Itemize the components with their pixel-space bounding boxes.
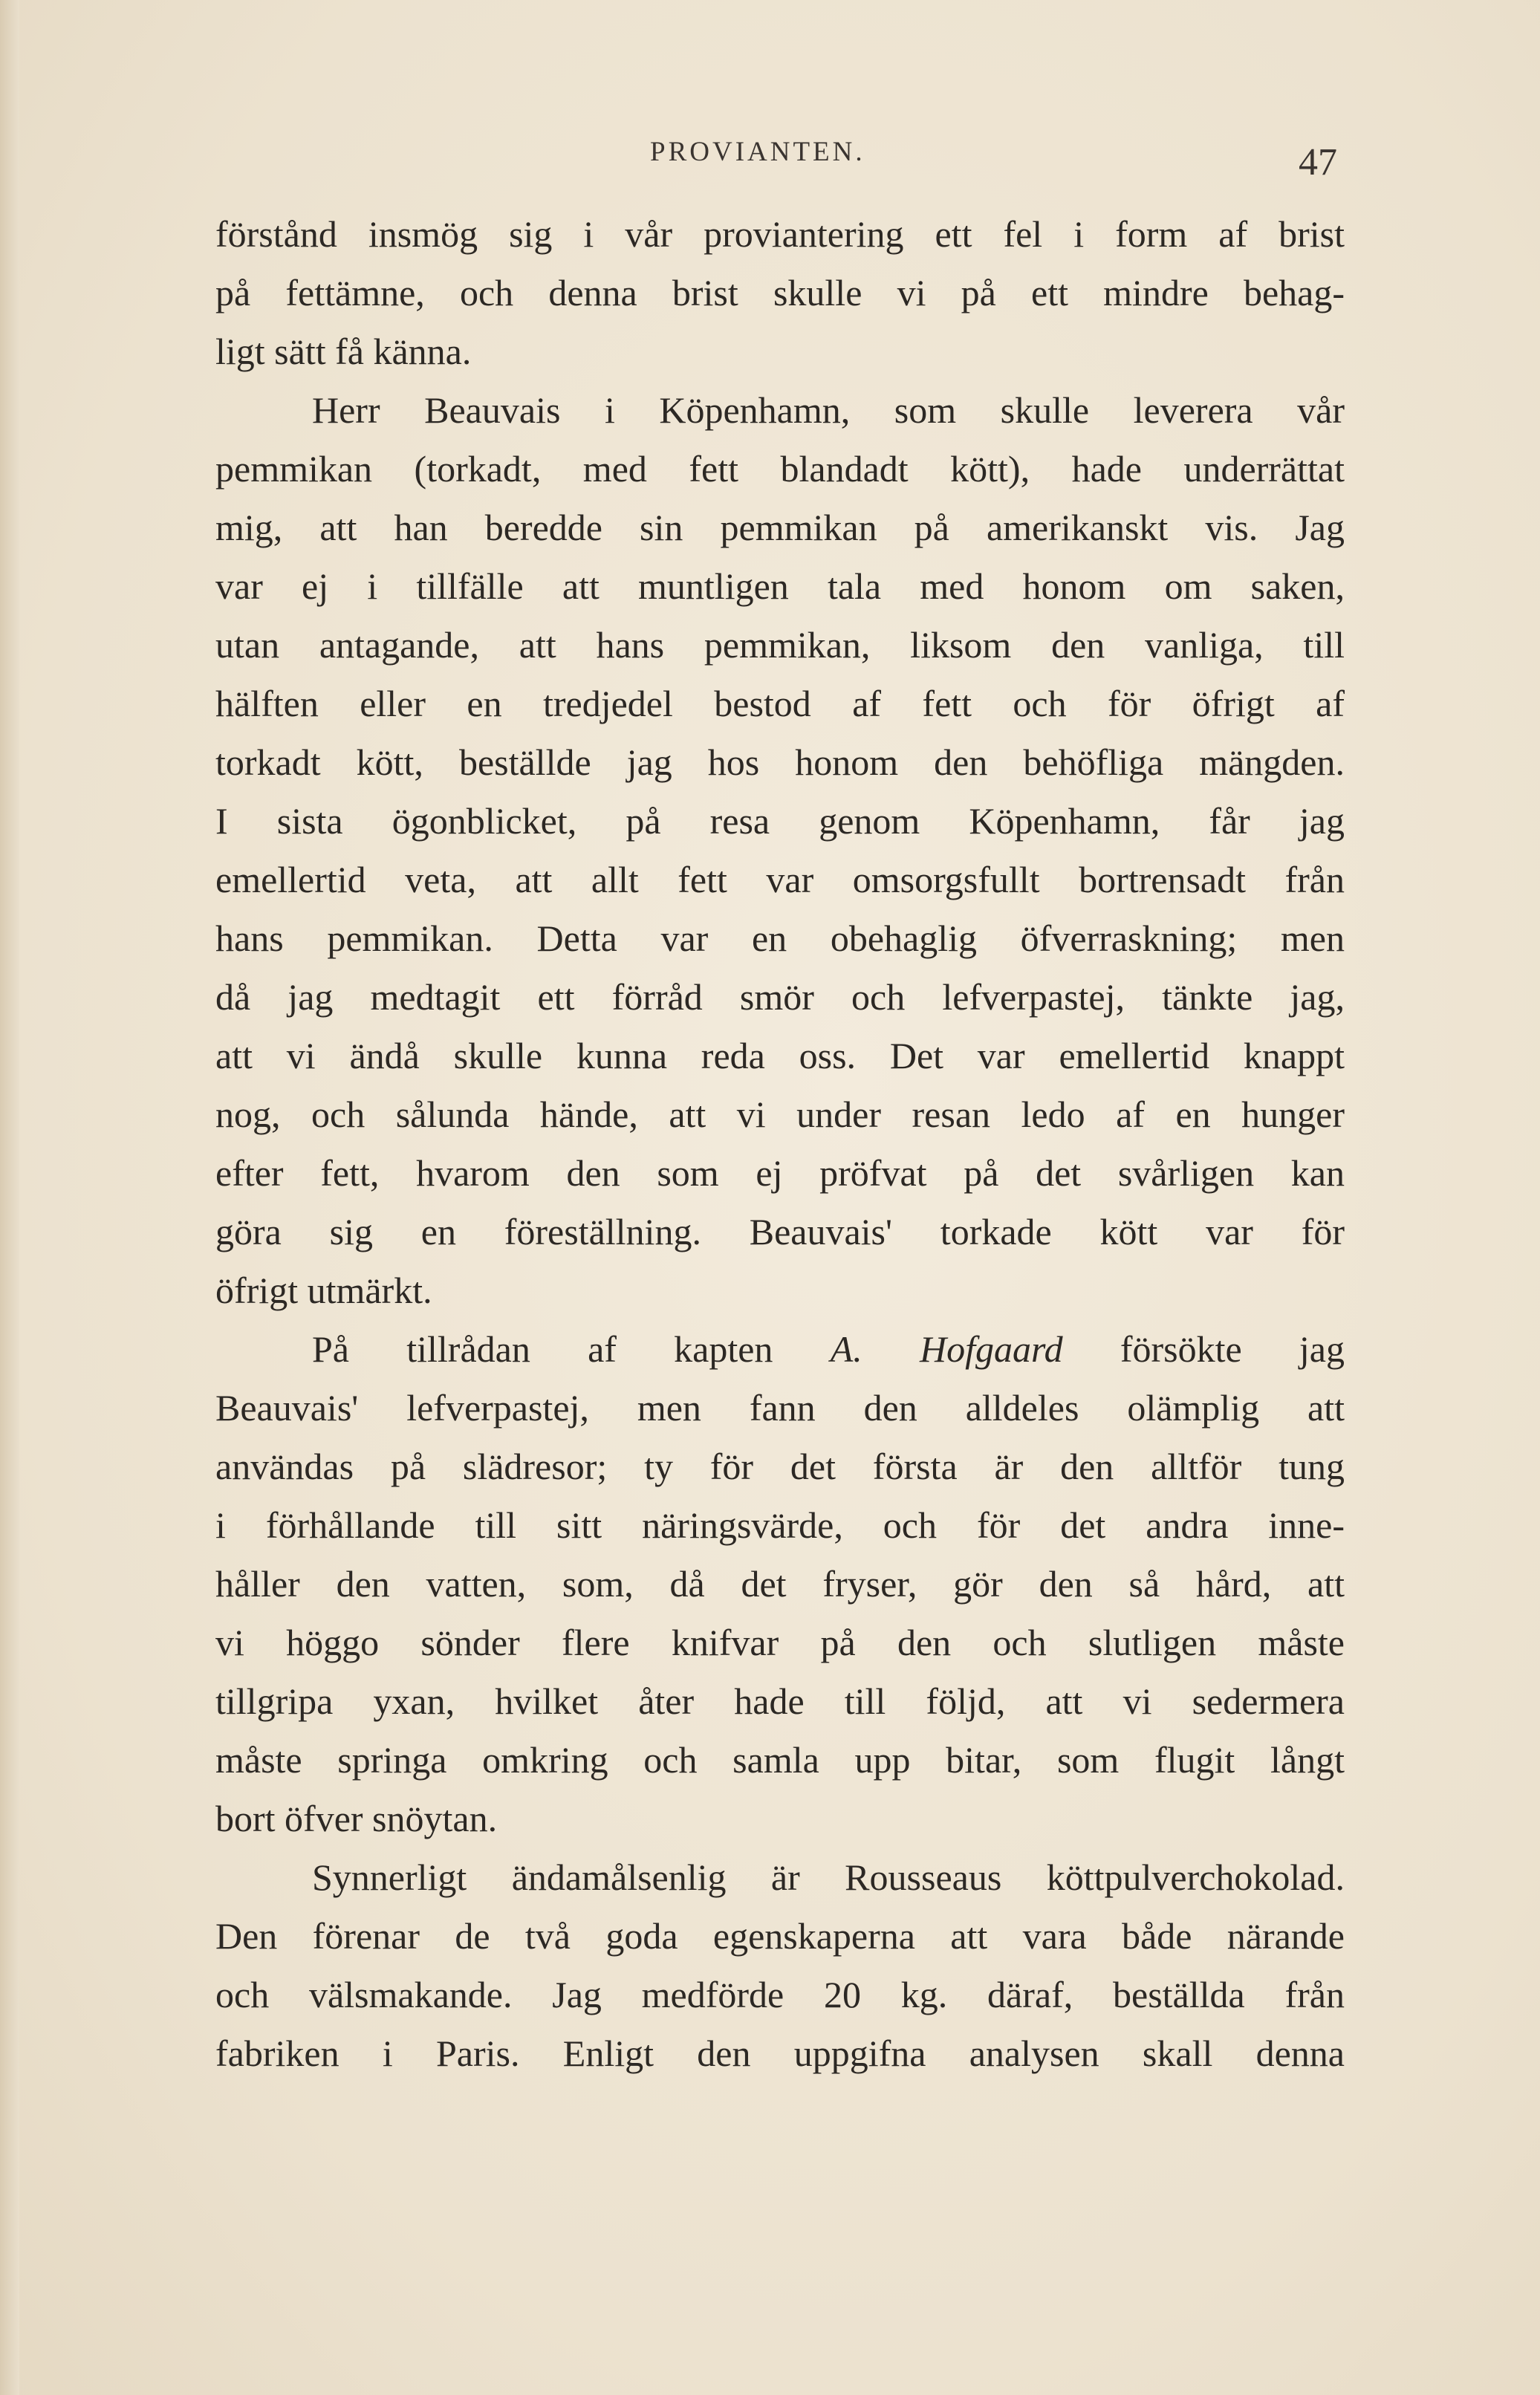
text-line: hälften eller en tredjedel bestod af fett och för öfrigt af [215,683,1345,724]
text-line: Den förenar de två goda egenskaperna att vara både närande [215,1915,1345,1957]
text-line: torkadt kött, beställde jag hos honom den behöfliga mängden. [215,741,1345,783]
text-line: efter fett, hvarom den som ej pröfvat på det svårligen kan [215,1152,1345,1194]
page-binding-edge [0,0,19,2395]
text-line: Herr Beauvais i Köpenhamn, som skulle leverera vår [312,389,1345,431]
text-line: tillgripa yxan, hvilket åter hade till följd, att vi sedermera [215,1680,1345,1722]
text-line: mig, att han beredde sin pemmikan på amerikanskt vis. Jag [215,507,1345,548]
text-line: I sista ögonblicket, på resa genom Köpenhamn, får jag [215,800,1345,842]
text-line: emellertid veta, att allt fett var omsorgsfullt bortrensadt från [215,859,1345,900]
text-line: utan antagande, att hans pemmikan, liksom den vanliga, till [215,624,1345,666]
text-segment: försökte jag [1062,1328,1345,1370]
text-line: nog, och sålunda hände, att vi under resan ledo af en hunger [215,1093,1345,1135]
text-segment: På tillrådan af kapten [312,1328,831,1370]
text-line: Beauvais' lefverpastej, men fann den alldeles olämplig att [215,1387,1345,1429]
text-line: måste springa omkring och samla upp bitar, som flugit långt [215,1739,1345,1781]
text-line: förstånd insmög sig i vår proviantering ett fel i form af brist [215,213,1345,255]
text-line: ligt sätt få känna. [215,331,472,372]
text-line: och välsmakande. Jag medförde 20 kg. däraf, beställda från [215,1974,1345,2015]
text-line: håller den vatten, som, då det fryser, gör den så hård, att [215,1563,1345,1605]
text-line: öfrigt utmärkt. [215,1270,432,1311]
text-line: göra sig en föreställning. Beauvais' torkade kött var för [215,1211,1345,1252]
text-line: fabriken i Paris. Enligt den uppgifna analysen skall denna [215,2032,1345,2074]
text-line: pemmikan (torkadt, med fett blandadt kött), hade underrättat [215,448,1345,490]
text-line: användas på slädresor; ty för det första är den alltför tung [215,1446,1345,1487]
page-header [215,136,1345,188]
text-line: var ej i tillfälle att muntligen tala med honom om saken, [215,565,1345,607]
text-line: hans pemmikan. Detta var en obehaglig öfverraskning; men [215,917,1345,959]
text-line: vi höggo sönder flere knifvar på den och slutligen måste [215,1622,1345,1663]
text-line: i förhållande till sitt näringsvärde, och för det andra inne- [215,1504,1345,1546]
person-name-italic: A. Hofgaard [830,1328,1063,1370]
running-head: PROVIANTEN. [650,137,865,167]
text-line: Synnerligt ändamålsenlig är Rousseaus köttpulverchokolad. [312,1856,1345,1898]
page-number: 47 [1299,141,1337,183]
text-line: på fettämne, och denna brist skulle vi på ett mindre behag- [215,272,1345,313]
text-line: bort öfver snöytan. [215,1798,498,1839]
text-line [215,1320,1345,1379]
body-text [215,205,1345,2083]
text-line: att vi ändå skulle kunna reda oss. Det var emellertid knappt [215,1035,1345,1076]
text-line: då jag medtagit ett förråd smör och lefverpastej, tänkte jag, [215,976,1345,1018]
